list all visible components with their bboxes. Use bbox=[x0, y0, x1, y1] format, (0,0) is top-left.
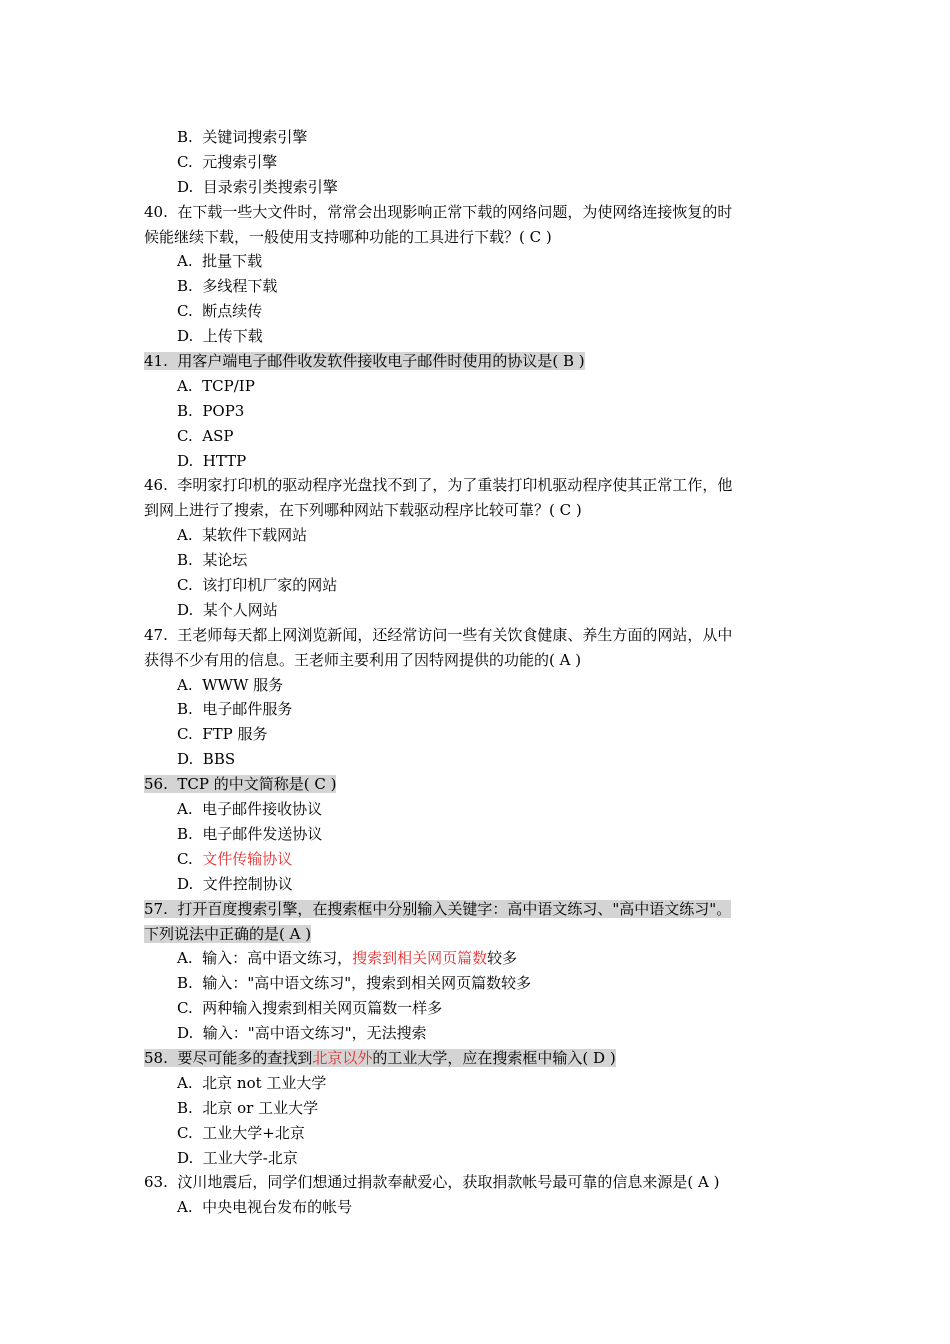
option-line bbox=[143, 299, 808, 324]
option-line bbox=[143, 424, 808, 449]
option-line bbox=[143, 996, 808, 1021]
option-line bbox=[143, 150, 808, 175]
line-text bbox=[177, 850, 292, 868]
line-text: D. 上传下载 bbox=[177, 327, 263, 346]
option-line bbox=[143, 1071, 808, 1096]
text-segment: 的工业大学，应在搜索框中输入( D ) bbox=[372, 1048, 616, 1067]
line-text: 候能继续下载，一般使用支持哪种功能的工具进行下载？( C ) bbox=[144, 227, 552, 246]
line-text: A. 某软件下载网站 bbox=[177, 526, 308, 545]
option-line bbox=[143, 399, 808, 424]
line-text: A. 批量下载 bbox=[177, 252, 263, 271]
line-text: C. ASP bbox=[177, 426, 234, 445]
line-text: D. 某个人网站 bbox=[177, 600, 278, 619]
option-line bbox=[143, 374, 808, 399]
option-line bbox=[143, 847, 808, 872]
line-text: D. BBS bbox=[177, 750, 236, 769]
red-emphasis-text: 北京以外 bbox=[312, 1048, 373, 1067]
line-text: C. FTP 服务 bbox=[177, 725, 268, 744]
option-line bbox=[143, 1146, 808, 1171]
red-emphasis-text: 文件传输协议 bbox=[202, 849, 293, 868]
red-emphasis-text: 搜索到相关网页篇数 bbox=[352, 949, 488, 968]
option-line bbox=[143, 946, 808, 971]
line-text: C. 元搜索引擎 bbox=[177, 152, 278, 171]
question-line bbox=[143, 349, 808, 374]
line-text: B. POP3 bbox=[177, 401, 245, 420]
option-line bbox=[143, 872, 808, 897]
text-segment: A. 输入：高中语文练习， bbox=[177, 949, 353, 968]
question-line bbox=[143, 225, 808, 250]
line-text: C. 工业大学+北京 bbox=[177, 1123, 305, 1142]
option-line bbox=[143, 822, 808, 847]
line-text: D. 目录索引类搜索引擎 bbox=[177, 177, 338, 196]
option-line bbox=[143, 548, 808, 573]
highlighted-text: 56. TCP 的中文简称是( C ) bbox=[144, 775, 337, 794]
line-text: D. HTTP bbox=[177, 451, 247, 470]
line-text: A. 电子邮件接收协议 bbox=[177, 800, 323, 819]
line-text: D. 输入："高中语文练习"，无法搜索 bbox=[177, 1024, 427, 1043]
highlighted-text: 57. 打开百度搜索引擎，在搜索框中分别输入关键字：高中语文练习、"高中语文练习"。 bbox=[144, 899, 732, 918]
option-line bbox=[143, 1195, 808, 1220]
option-line bbox=[143, 1021, 808, 1046]
option-line bbox=[143, 125, 808, 150]
line-text: 40. 在下载一些大文件时，常常会出现影响正常下载的网络问题，为使网络连接恢复的时 bbox=[144, 202, 733, 221]
highlighted-text: 下列说法中正确的是( A ) bbox=[144, 924, 312, 943]
line-text: A. 北京 not 工业大学 bbox=[177, 1073, 327, 1092]
line-text: B. 北京 or 工业大学 bbox=[177, 1098, 319, 1117]
line-text: C. 该打印机厂家的网站 bbox=[177, 576, 338, 595]
option-line bbox=[143, 274, 808, 299]
option-line bbox=[143, 697, 808, 722]
option-line bbox=[143, 797, 808, 822]
quiz-content bbox=[143, 125, 808, 1220]
question-line bbox=[143, 1046, 808, 1071]
option-line bbox=[143, 324, 808, 349]
line-text: 63. 汶川地震后，同学们想通过捐款奉献爱心，获取捐款帐号最可靠的信息来源是( A ) bbox=[144, 1173, 720, 1192]
highlighted-text: 41. 用客户端电子邮件收发软件接收电子邮件时使用的协议是( B ) bbox=[144, 352, 585, 371]
option-line bbox=[143, 673, 808, 698]
line-text: B. 电子邮件服务 bbox=[177, 700, 293, 719]
option-line bbox=[143, 449, 808, 474]
question-line bbox=[143, 623, 808, 648]
line-text: A. TCP/IP bbox=[177, 376, 255, 395]
line-text: C. 两种输入搜索到相关网页篇数一样多 bbox=[177, 999, 443, 1018]
line-text: B. 输入："高中语文练习"，搜索到相关网页篇数较多 bbox=[177, 974, 532, 993]
text-segment: 58. 要尽可能多的查找到 bbox=[144, 1048, 313, 1067]
line-text: D. 文件控制协议 bbox=[177, 874, 293, 893]
line-text: D. 工业大学-北京 bbox=[177, 1148, 298, 1167]
line-text: A. 中央电视台发布的帐号 bbox=[177, 1198, 353, 1217]
text-segment: C. bbox=[177, 849, 203, 868]
line-text: 46. 李明家打印机的驱动程序光盘找不到了，为了重装打印机驱动程序使其正常工作，他 bbox=[144, 476, 733, 495]
line-text: B. 某论坛 bbox=[177, 551, 248, 570]
line-text bbox=[177, 949, 517, 967]
question-line bbox=[143, 897, 808, 922]
line-text: B. 多线程下载 bbox=[177, 277, 278, 296]
line-text: 到网上进行了搜索，在下列哪种网站下载驱动程序比较可靠？( C ) bbox=[144, 501, 582, 520]
question-line bbox=[143, 200, 808, 225]
option-line bbox=[143, 1096, 808, 1121]
option-line bbox=[143, 722, 808, 747]
option-line bbox=[143, 573, 808, 598]
question-line bbox=[143, 772, 808, 797]
option-line bbox=[143, 1121, 808, 1146]
line-text: C. 断点续传 bbox=[177, 302, 263, 321]
option-line bbox=[143, 747, 808, 772]
question-line bbox=[143, 648, 808, 673]
line-text: B. 电子邮件发送协议 bbox=[177, 824, 323, 843]
text-segment: 较多 bbox=[487, 949, 518, 968]
highlighted-text bbox=[144, 1049, 616, 1067]
option-line bbox=[143, 598, 808, 623]
line-text: B. 关键词搜索引擎 bbox=[177, 128, 308, 146]
line-text: 获得不少有用的信息。王老师主要利用了因特网提供的功能的( A ) bbox=[144, 650, 582, 669]
question-line bbox=[143, 922, 808, 947]
option-line bbox=[143, 175, 808, 200]
option-line bbox=[143, 971, 808, 996]
option-line bbox=[143, 523, 808, 548]
question-line bbox=[143, 1170, 808, 1195]
line-text: A. WWW 服务 bbox=[177, 675, 284, 694]
option-line bbox=[143, 249, 808, 274]
question-line bbox=[143, 473, 808, 498]
question-line bbox=[143, 498, 808, 523]
line-text: 47. 王老师每天都上网浏览新闻，还经常访问一些有关饮食健康、养生方面的网站，从中 bbox=[144, 625, 733, 644]
